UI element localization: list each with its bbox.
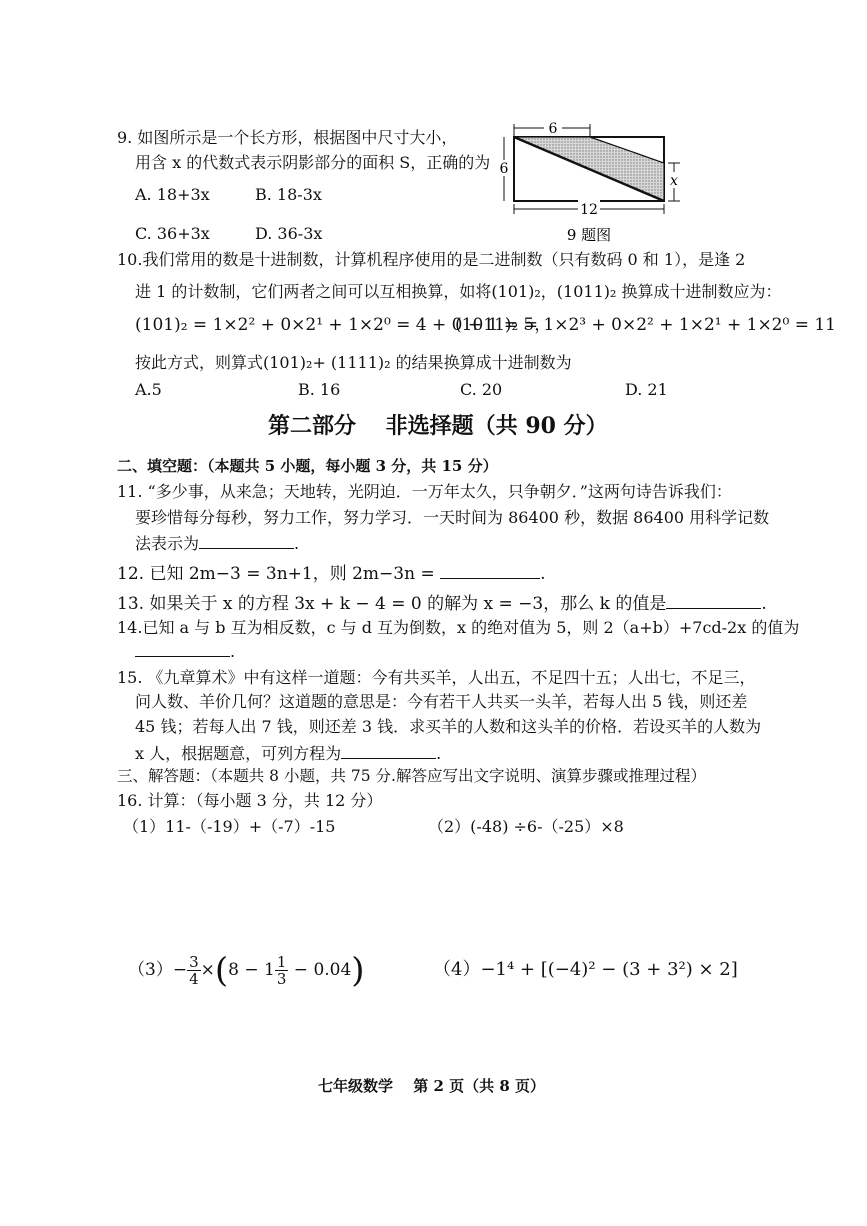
q12-answer-blank[interactable] (440, 562, 540, 579)
q16-title: 16. 计算：（每小题 3 分，共 12 分） (117, 791, 383, 810)
q10-option-c: C. 20 (460, 380, 503, 399)
q16-part2: （2）(-48) ÷6-（-25）×8 (428, 817, 624, 836)
q11-line3: 法表示为 . (135, 534, 300, 553)
q16-part4 (433, 945, 738, 995)
q16-part3-mixed-whole: 1 (264, 960, 275, 980)
right-dimension-label: x (670, 173, 678, 189)
q9-option-d: D. 36-3x (255, 224, 323, 243)
bottom-dimension-label: 12 (580, 202, 598, 218)
section3-heading: 三、解答题：（本题共 8 小题，共 75 分.解答应写出文字说明、演算步骤或推理过程） (117, 767, 706, 785)
q9-line2: 用含 x 的代数式表示阴影部分的面积 S，正确的为 (135, 153, 491, 172)
q11-line2: 要珍惜每分每秒，努力工作，努力学习．一天时间为 86400 秒，数据 86400 用科学记数 (135, 508, 770, 527)
q15-line1: 15. 《九章算术》中有这样一道题：今有共买羊，人出五，不足四十五；人出七，不足三， (117, 668, 756, 687)
q10-option-a: A.5 (135, 380, 162, 399)
left-dimension-label: 6 (499, 161, 509, 177)
q10-line2: 进 1 的计数制，它们两者之间可以互相换算，如将(101)₂，(1011)₂ 换算成十进制数应为： (135, 282, 782, 301)
q9-option-b: B. 18-3x (255, 185, 322, 204)
q16-part3-fraction: $\frac{3}{4}$ (189, 953, 199, 988)
q15-line3: 45 钱；若每人出 7 钱，则还差 3 钱．求买羊的人数和这头羊的价格．若设买羊的人数为 (135, 717, 762, 736)
part2-title: 第二部分 非选择题（共 90 分） (268, 413, 608, 439)
q14-text: 14.已知 a 与 b 互为相反数，c 与 d 互为倒数，x 的绝对值为 5，则 2（a+b）+7cd-2x 的值为 (117, 618, 800, 637)
q16-part3-label: （3） (128, 960, 173, 980)
q15-line4: x 人，根据题意，可列方程为 . (135, 744, 442, 763)
q9-line1: 9. 如图所示是一个长方形，根据图中尺寸大小， (117, 128, 458, 147)
q15-answer-blank[interactable] (341, 742, 436, 759)
q16-part3: （3）− $\frac{3}{4}$ ×(8 − 1 $\frac{1}{3}$ − 0.04) (128, 950, 365, 991)
q13-text: 13. 如果关于 x 的方程 3x + k − 4 = 0 的解为 x = −3，那么 k 的值是 . (117, 594, 767, 614)
q16-part4-label: （4） (433, 959, 481, 980)
q16-part1: （1）11-（-19）+（-7）-15 (123, 817, 336, 836)
q10-option-d: D. 21 (625, 380, 668, 399)
q10-line3: 按此方式，则算式(101)₂+ (1111)₂ 的结果换算成十进制数为 (135, 353, 572, 372)
q14-answer-blank[interactable] (135, 640, 230, 657)
q10-formula2: (1011)₂ = 1×2³ + 0×2² + 1×2¹ + 1×2⁰ = 11 (455, 315, 836, 335)
q10-line1: 10.我们常用的数是十进制数，计算机程序使用的是二进制数（只有数码 0 和 1），是逢 2 (117, 250, 746, 269)
q13-answer-blank[interactable] (666, 592, 761, 609)
q10-option-b: B. 16 (298, 380, 341, 399)
q9-option-c: C. 36+3x (135, 224, 210, 243)
q12-text: 12. 已知 2m−3 = 3n+1，则 2m−3n = . (117, 564, 546, 584)
top-dimension-label: 6 (548, 121, 558, 137)
q16-part3-tail: − 0.04 (293, 960, 352, 980)
q11-answer-blank[interactable] (199, 532, 294, 549)
q16-part4-expression: −1⁴ + [(−4)² − (3 + 3²) × 2] (480, 959, 738, 980)
q9-option-a: A. 18+3x (135, 185, 210, 204)
q11-line1: 11. “多少事，从来急；天地转，光阴迫．一万年太久，只争朝夕．”这两句诗告诉我们： (117, 482, 732, 501)
q10-formula1: (101)₂ = 1×2² + 0×2¹ + 1×2⁰ = 4 + 0 + 1 = 5， (135, 315, 552, 335)
q15-line2: 问人数、羊价几何？这道题的意思是：今有若干人共买一头羊，若每人出 5 钱，则还差 (135, 692, 748, 711)
section2-heading: 二、填空题：（本题共 5 小题，每小题 3 分，共 15 分） (117, 457, 498, 475)
q9-figure (492, 120, 692, 245)
q14-blank-line: . (135, 640, 235, 662)
figure-caption: 9 题图 (566, 226, 612, 244)
page-footer: 七年级数学 第 2 页（共 8 页） (318, 1077, 545, 1095)
q16-part3-mixed-fraction: $\frac{1}{3}$ (276, 953, 287, 988)
